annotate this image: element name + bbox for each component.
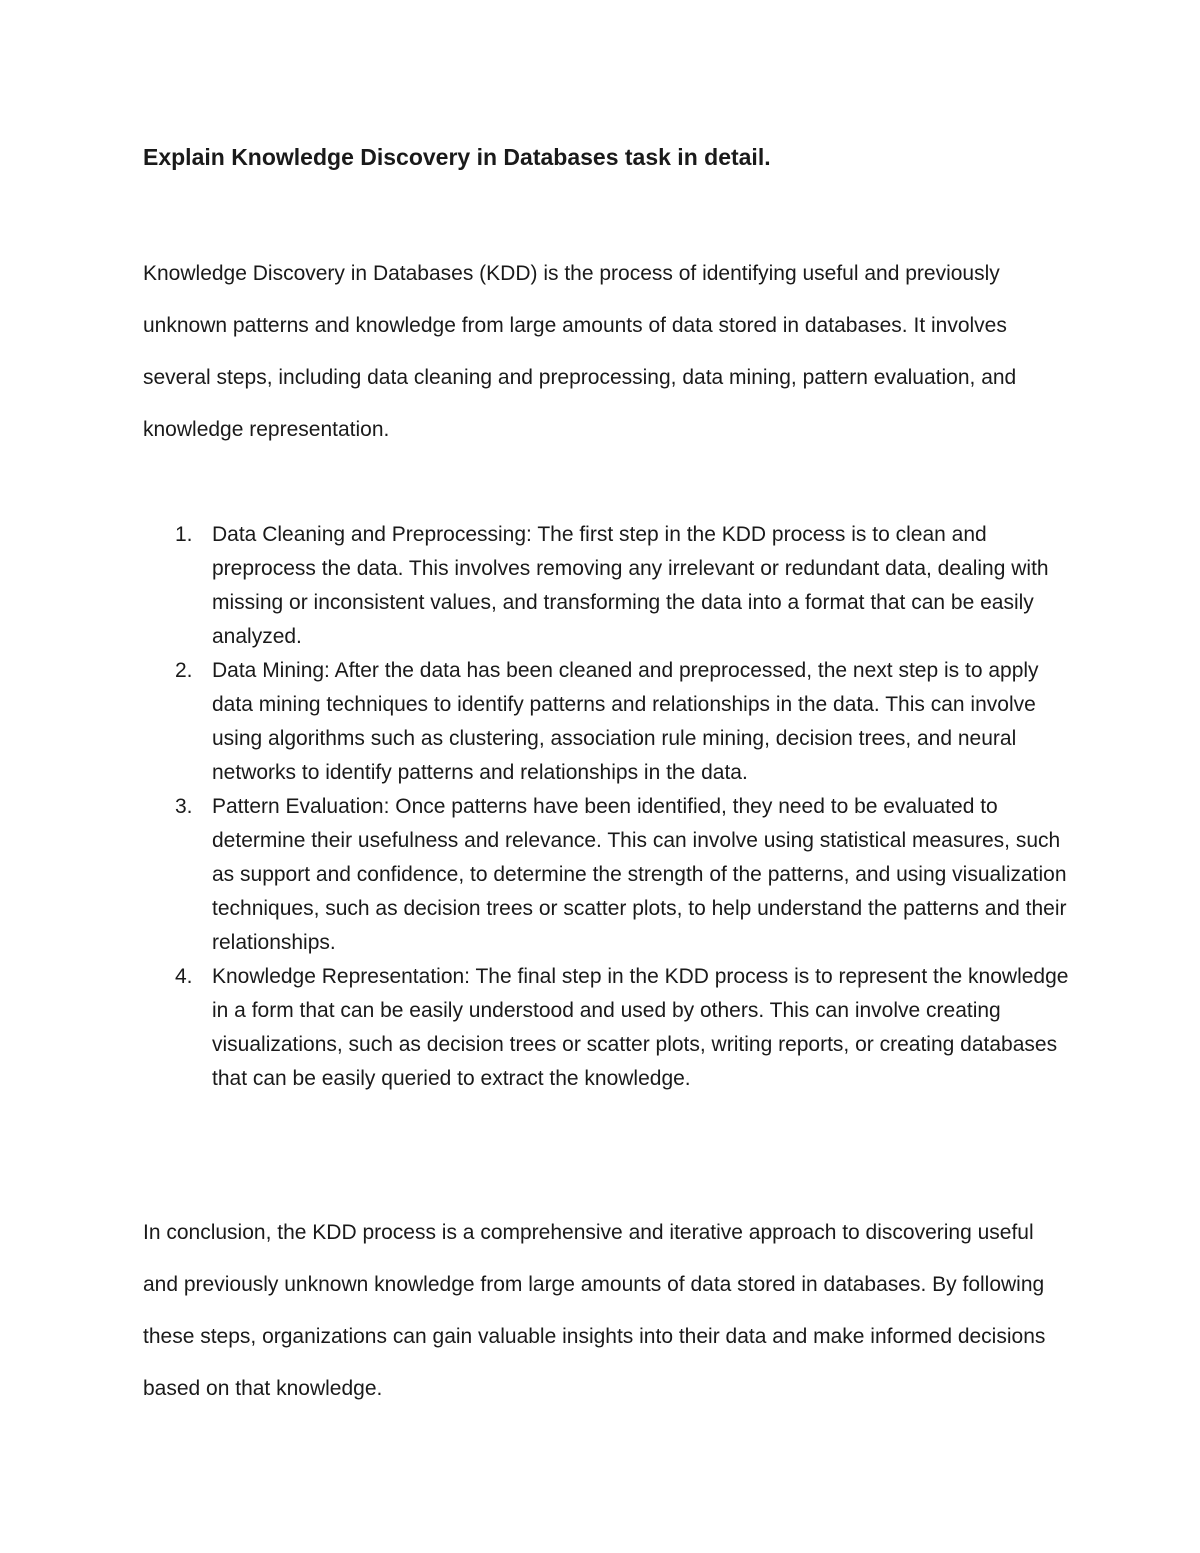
list-item-number: 4. (175, 965, 193, 988)
list-item (143, 960, 1073, 1096)
conclusion-paragraph: In conclusion, the KDD process is a comprehensive and iterative approach to discovering useful and previously unknown knowledge from large amounts of data stored in databases. By following these steps, organizations can gain valuable insights into their data and make informed decisions based on that knowledge. (143, 1221, 1046, 1400)
list-item-text: Pattern Evaluation: Once patterns have been identified, they need to be evaluated to determine their usefulness and relevance. This can involve using statistical measures, such as support and confidence, to determine the strength of the patterns, and using visualization techniques, such as decision trees or scatter plots, to help understand the patterns and their relationships. (212, 795, 1067, 954)
list-item (143, 518, 1073, 654)
list-item-text: Data Cleaning and Preprocessing: The first step in the KDD process is to clean and preprocess the data. This involves removing any irrelevant or redundant data, dealing with missing or inconsistent values, and transforming the data into a format that can be easily analyzed. (212, 523, 1049, 648)
kdd-steps-list (143, 518, 1073, 1096)
list-item-text: Knowledge Representation: The final step in the KDD process is to represent the knowledge in a form that can be easily understood and used by others. This can involve creating visualizations, such as decision trees or scatter plots, writing reports, or creating databases that can be easily queried to extract the knowledge. (212, 965, 1069, 1090)
list-item-text: Data Mining: After the data has been cleaned and preprocessed, the next step is to apply data mining techniques to identify patterns and relationships in the data. This can involve using algorithms such as clustering, association rule mining, decision trees, and neural networks to identify patterns and relationships in the data. (212, 659, 1039, 784)
intro-paragraph: Knowledge Discovery in Databases (KDD) is the process of identifying useful and previously unknown patterns and knowledge from large amounts of data stored in databases. It involves several steps, including data cleaning and preprocessing, data mining, pattern evaluation, and knowledge representation. (143, 262, 1017, 441)
list-item (143, 654, 1073, 790)
list-item-number: 1. (175, 523, 193, 546)
list-item-number: 3. (175, 795, 193, 818)
list-item (143, 790, 1073, 960)
list-item-number: 2. (175, 659, 193, 682)
document-title: Explain Knowledge Discovery in Databases task in detail. (143, 144, 771, 170)
